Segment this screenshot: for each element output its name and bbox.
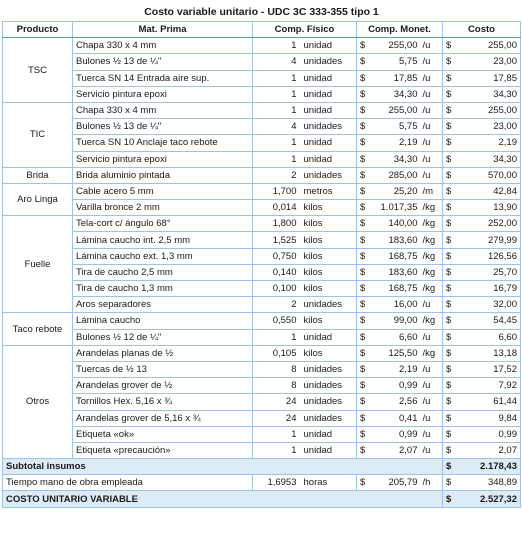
item-qty: 1 [253, 135, 301, 151]
item-cost: $ 61,44 [443, 394, 521, 410]
item-name: Bulones ½ 13 de ¼" [73, 54, 253, 70]
item-qty: 1 [253, 70, 301, 86]
item-unit: unidad [301, 426, 357, 442]
item-name: Cable acero 5 mm [73, 183, 253, 199]
item-price: $ 183,60 [357, 264, 421, 280]
item-price: $ 0,99 [357, 426, 421, 442]
item-unit: metros [301, 183, 357, 199]
header-producto: Producto [3, 22, 73, 38]
item-price: $ 255,00 [357, 38, 421, 54]
table-row [3, 394, 521, 410]
subtotal-label: Subtotal insumos [3, 459, 443, 475]
item-per: /u [421, 329, 443, 345]
item-per: /u [421, 86, 443, 102]
item-name: Etiqueta «precaución» [73, 442, 253, 458]
total-row [3, 491, 521, 507]
item-name: Arandelas grover de 5,16 x ¾ [73, 410, 253, 426]
item-cost: $ 7,92 [443, 378, 521, 394]
item-cost: $ 255,00 [443, 102, 521, 118]
item-unit: unidades [301, 378, 357, 394]
item-name: Tornillos Hex. 5,16 x ¾ [73, 394, 253, 410]
item-price: $ 125,50 [357, 345, 421, 361]
item-qty: 1 [253, 151, 301, 167]
total-cost: $ 2.527,32 [443, 491, 521, 507]
table-title: Costo variable unitario - UDC 3C 333-355 tipo 1 [144, 6, 379, 18]
item-price: $ 285,00 [357, 167, 421, 183]
item-per: /u [421, 151, 443, 167]
item-qty: 1 [253, 442, 301, 458]
item-qty: 0,100 [253, 281, 301, 297]
item-qty: 8 [253, 378, 301, 394]
item-price: $ 140,00 [357, 216, 421, 232]
item-price: $ 34,30 [357, 151, 421, 167]
item-price: $ 5,75 [357, 119, 421, 135]
item-per: /kg [421, 313, 443, 329]
item-unit: unidad [301, 329, 357, 345]
labor-cost: $ 348,89 [443, 475, 521, 491]
item-name: Tira de caucho 2,5 mm [73, 264, 253, 280]
cost-table [2, 6, 521, 508]
item-name: Tuercas de ½ 13 [73, 361, 253, 377]
item-qty: 4 [253, 119, 301, 135]
item-name: Servicio pintura epoxi [73, 86, 253, 102]
item-name: Aros separadores [73, 297, 253, 313]
item-cost: $ 42,84 [443, 183, 521, 199]
item-unit: kilos [301, 248, 357, 264]
table-row [3, 378, 521, 394]
item-unit: kilos [301, 313, 357, 329]
table-row [3, 410, 521, 426]
item-unit: unidades [301, 297, 357, 313]
item-per: /kg [421, 216, 443, 232]
item-qty: 8 [253, 361, 301, 377]
item-unit: kilos [301, 216, 357, 232]
table-row [3, 70, 521, 86]
item-qty: 4 [253, 54, 301, 70]
item-price: $ 99,00 [357, 313, 421, 329]
item-qty: 24 [253, 394, 301, 410]
item-name: Tela-cort c/ ángulo 68° [73, 216, 253, 232]
item-unit: kilos [301, 264, 357, 280]
item-price: $ 2,19 [357, 361, 421, 377]
table-row [3, 216, 521, 232]
item-per: /u [421, 135, 443, 151]
table-row [3, 297, 521, 313]
item-cost: $ 23,00 [443, 54, 521, 70]
item-name: Lámina caucho [73, 313, 253, 329]
item-unit: unidad [301, 151, 357, 167]
item-name: Etiqueta «ok» [73, 426, 253, 442]
item-unit: kilos [301, 232, 357, 248]
table-row [3, 102, 521, 118]
product-cell: Aro Linga [3, 183, 73, 215]
item-cost: $ 16,79 [443, 281, 521, 297]
item-cost: $ 126,56 [443, 248, 521, 264]
item-qty: 0,105 [253, 345, 301, 361]
item-per: /u [421, 119, 443, 135]
item-price: $ 16,00 [357, 297, 421, 313]
table-row [3, 38, 521, 54]
item-name: Bulones ½ 13 de ¼" [73, 119, 253, 135]
item-price: $ 255,00 [357, 102, 421, 118]
item-qty: 1,800 [253, 216, 301, 232]
product-cell: Brida [3, 167, 73, 183]
item-cost: $ 17,85 [443, 70, 521, 86]
item-cost: $ 6,60 [443, 329, 521, 345]
item-qty: 1,525 [253, 232, 301, 248]
item-cost: $ 2,07 [443, 442, 521, 458]
item-unit: unidades [301, 54, 357, 70]
header-costo: Costo [443, 22, 521, 38]
item-price: $ 2,07 [357, 442, 421, 458]
item-cost: $ 255,00 [443, 38, 521, 54]
table-row [3, 426, 521, 442]
item-cost: $ 23,00 [443, 119, 521, 135]
table-row [3, 442, 521, 458]
item-per: /u [421, 361, 443, 377]
item-price: $ 34,30 [357, 86, 421, 102]
item-price: $ 0,99 [357, 378, 421, 394]
item-qty: 0,014 [253, 200, 301, 216]
item-name: Arandelas planas de ½ [73, 345, 253, 361]
header-comp-monet: Comp. Monet. [357, 22, 443, 38]
item-per: /kg [421, 232, 443, 248]
item-price: $ 17,85 [357, 70, 421, 86]
item-cost: $ 570,00 [443, 167, 521, 183]
item-name: Servicio pintura epoxi [73, 151, 253, 167]
item-price: $ 1.017,35 [357, 200, 421, 216]
item-per: /u [421, 394, 443, 410]
table-row [3, 361, 521, 377]
item-cost: $ 0,99 [443, 426, 521, 442]
item-per: /kg [421, 345, 443, 361]
labor-per: /h [421, 475, 443, 491]
item-qty: 0,140 [253, 264, 301, 280]
product-cell: TSC [3, 38, 73, 103]
item-qty: 1 [253, 426, 301, 442]
item-cost: $ 9,84 [443, 410, 521, 426]
table-row [3, 313, 521, 329]
item-price: $ 0,41 [357, 410, 421, 426]
item-unit: unidades [301, 361, 357, 377]
item-price: $ 168,75 [357, 281, 421, 297]
table-row [3, 86, 521, 102]
item-cost: $ 252,00 [443, 216, 521, 232]
product-cell: Fuelle [3, 216, 73, 313]
table-row [3, 345, 521, 361]
item-qty: 2 [253, 297, 301, 313]
item-qty: 1 [253, 38, 301, 54]
header-comp-fisico: Comp. Físico [253, 22, 357, 38]
item-per: /kg [421, 264, 443, 280]
item-per: /u [421, 426, 443, 442]
table-row [3, 329, 521, 345]
product-cell: Taco rebote [3, 313, 73, 345]
item-cost: $ 13,18 [443, 345, 521, 361]
item-qty: 0,550 [253, 313, 301, 329]
table-row [3, 281, 521, 297]
item-qty: 1 [253, 329, 301, 345]
item-unit: unidad [301, 86, 357, 102]
item-per: /kg [421, 281, 443, 297]
item-qty: 1,700 [253, 183, 301, 199]
total-label: COSTO UNITARIO VARIABLE [3, 491, 443, 507]
item-unit: kilos [301, 281, 357, 297]
item-qty: 2 [253, 167, 301, 183]
table-row [3, 54, 521, 70]
table-row [3, 135, 521, 151]
item-per: /u [421, 38, 443, 54]
header-row [3, 22, 521, 38]
item-per: /kg [421, 200, 443, 216]
labor-label: Tiempo mano de obra empleada [3, 475, 253, 491]
item-unit: unidad [301, 70, 357, 86]
item-name: Lámina caucho ext. 1,3 mm [73, 248, 253, 264]
item-per: /u [421, 70, 443, 86]
item-unit: unidades [301, 167, 357, 183]
subtotal-cost: $ 2.178,43 [443, 459, 521, 475]
item-unit: unidad [301, 102, 357, 118]
table-row [3, 167, 521, 183]
table-row [3, 264, 521, 280]
item-qty: 1 [253, 102, 301, 118]
table-row [3, 248, 521, 264]
table-body [3, 38, 521, 459]
item-name: Chapa 330 x 4 mm [73, 38, 253, 54]
item-unit: unidad [301, 442, 357, 458]
header-mat-prima: Mat. Prima [73, 22, 253, 38]
table-row [3, 200, 521, 216]
item-price: $ 2,56 [357, 394, 421, 410]
item-per: /u [421, 102, 443, 118]
item-price: $ 168,75 [357, 248, 421, 264]
item-per: /u [421, 410, 443, 426]
item-cost: $ 54,45 [443, 313, 521, 329]
item-name: Chapa 330 x 4 mm [73, 102, 253, 118]
item-price: $ 2,19 [357, 135, 421, 151]
item-cost: $ 25,70 [443, 264, 521, 280]
item-cost: $ 32,00 [443, 297, 521, 313]
item-price: $ 183,60 [357, 232, 421, 248]
item-price: $ 6,60 [357, 329, 421, 345]
item-name: Lámina caucho int. 2,5 mm [73, 232, 253, 248]
item-cost: $ 13,90 [443, 200, 521, 216]
item-price: $ 5,75 [357, 54, 421, 70]
item-name: Tuerca SN 14 Entrada aire sup. [73, 70, 253, 86]
item-per: /m [421, 183, 443, 199]
item-name: Arandelas grover de ½ [73, 378, 253, 394]
item-cost: $ 34,30 [443, 86, 521, 102]
item-unit: unidades [301, 394, 357, 410]
item-name: Tira de caucho 1,3 mm [73, 281, 253, 297]
labor-row [3, 475, 521, 491]
item-per: /u [421, 54, 443, 70]
item-qty: 1 [253, 86, 301, 102]
item-price: $ 25,20 [357, 183, 421, 199]
item-name: Tuerca SN 10 Anclaje taco rebote [73, 135, 253, 151]
item-unit: kilos [301, 345, 357, 361]
table-row [3, 119, 521, 135]
item-unit: unidades [301, 119, 357, 135]
item-unit: kilos [301, 200, 357, 216]
product-cell: TIC [3, 102, 73, 167]
item-qty: 24 [253, 410, 301, 426]
item-unit: unidad [301, 135, 357, 151]
item-name: Varilla bronce 2 mm [73, 200, 253, 216]
item-cost: $ 2,19 [443, 135, 521, 151]
labor-price: $ 205,79 [357, 475, 421, 491]
item-per: /u [421, 297, 443, 313]
item-qty: 0,750 [253, 248, 301, 264]
item-name: Brida aluminio pintada [73, 167, 253, 183]
item-per: /u [421, 167, 443, 183]
subtotal-row [3, 459, 521, 475]
item-cost: $ 17,52 [443, 361, 521, 377]
table-row [3, 151, 521, 167]
item-cost: $ 34,30 [443, 151, 521, 167]
table-row [3, 232, 521, 248]
labor-qty: 1,6953 [253, 475, 301, 491]
item-unit: unidad [301, 38, 357, 54]
product-cell: Otros [3, 345, 73, 458]
item-per: /u [421, 378, 443, 394]
item-per: /u [421, 442, 443, 458]
item-name: Bulones ½ 12 de ¼" [73, 329, 253, 345]
item-cost: $ 279,99 [443, 232, 521, 248]
item-per: /kg [421, 248, 443, 264]
table-row [3, 183, 521, 199]
labor-unit: horas [301, 475, 357, 491]
item-unit: unidades [301, 410, 357, 426]
